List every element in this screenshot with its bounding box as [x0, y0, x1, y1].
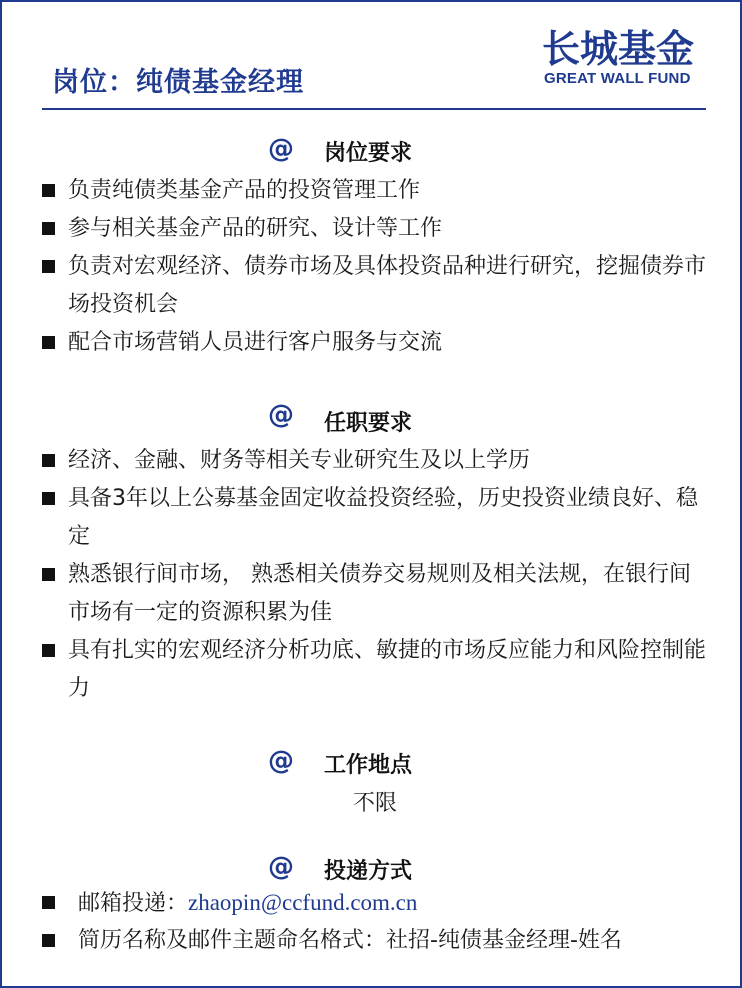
at-icon: @ [268, 134, 294, 164]
list-item-text: 经济、金融、财务等相关专业研究生及以上学历 [68, 448, 531, 473]
square-bullet-icon [42, 644, 55, 657]
at-icon: @ [268, 746, 294, 776]
section-title: 任职要求 [324, 411, 413, 436]
list-item-text: 负责纯债类基金产品的投资管理工作 [68, 178, 421, 203]
at-icon: @ [268, 852, 294, 882]
square-bullet-icon [42, 184, 55, 197]
location-value: 不限 [352, 791, 397, 816]
section-heading-delivery [2, 852, 740, 886]
logo-english-text: GREAT WALL FUND [544, 70, 691, 87]
list-item [40, 210, 710, 248]
page-title: 岗位：纯债基金经理 [52, 67, 304, 98]
naming-format-row [40, 922, 720, 960]
list-item [40, 324, 710, 362]
at-icon: @ [268, 400, 294, 430]
list-item-text: 具有扎实的宏观经济分析功底、敏捷的市场反应能力和风险控制能力 [68, 638, 707, 701]
square-bullet-icon [42, 492, 55, 505]
section-title: 岗位要求 [324, 141, 413, 166]
list-item [40, 556, 710, 632]
square-bullet-icon [42, 454, 55, 467]
section-title: 工作地点 [324, 753, 413, 778]
list-item-text: 负责对宏观经济、债券市场及具体投资品种进行研究，挖掘债券市场投资机会 [68, 254, 707, 317]
email-link[interactable]: zhaopin@ccfund.com.cn [188, 890, 418, 915]
section-heading-qualifications [2, 400, 740, 434]
email-label: 邮箱投递： [78, 891, 189, 916]
email-line [78, 884, 417, 923]
qualifications-list [40, 442, 710, 708]
section-title: 投递方式 [324, 859, 413, 884]
square-bullet-icon [42, 336, 55, 349]
square-bullet-icon [42, 260, 55, 273]
list-item-text: 具备3年以上公募基金固定收益投资经验，历史投资业绩良好、稳定 [68, 486, 698, 549]
square-bullet-icon [42, 568, 55, 581]
square-bullet-icon [42, 896, 55, 909]
section-heading-location [2, 746, 740, 780]
list-item [40, 480, 710, 556]
list-item [40, 632, 710, 708]
logo-chinese-text: 长城基金 [542, 27, 695, 71]
list-item-text: 配合市场营销人员进行客户服务与交流 [68, 330, 443, 355]
delivery-info [40, 884, 720, 960]
list-item [40, 172, 710, 210]
naming-format-text: 简历名称及邮件主题命名格式：社招-纯债基金经理-姓名 [78, 928, 622, 953]
requirements-list [40, 172, 710, 362]
square-bullet-icon [42, 222, 55, 235]
square-bullet-icon [42, 934, 55, 947]
list-item-text: 熟悉银行间市场， 熟悉相关债券交易规则及相关法规，在银行间市场有一定的资源积累为佳 [68, 562, 691, 625]
company-logo [542, 28, 708, 88]
section-heading-requirements [2, 134, 740, 168]
header-divider [42, 108, 706, 110]
list-item [40, 442, 710, 480]
list-item [40, 248, 710, 324]
list-item-text: 参与相关基金产品的研究、设计等工作 [68, 216, 443, 241]
email-row [40, 884, 720, 922]
